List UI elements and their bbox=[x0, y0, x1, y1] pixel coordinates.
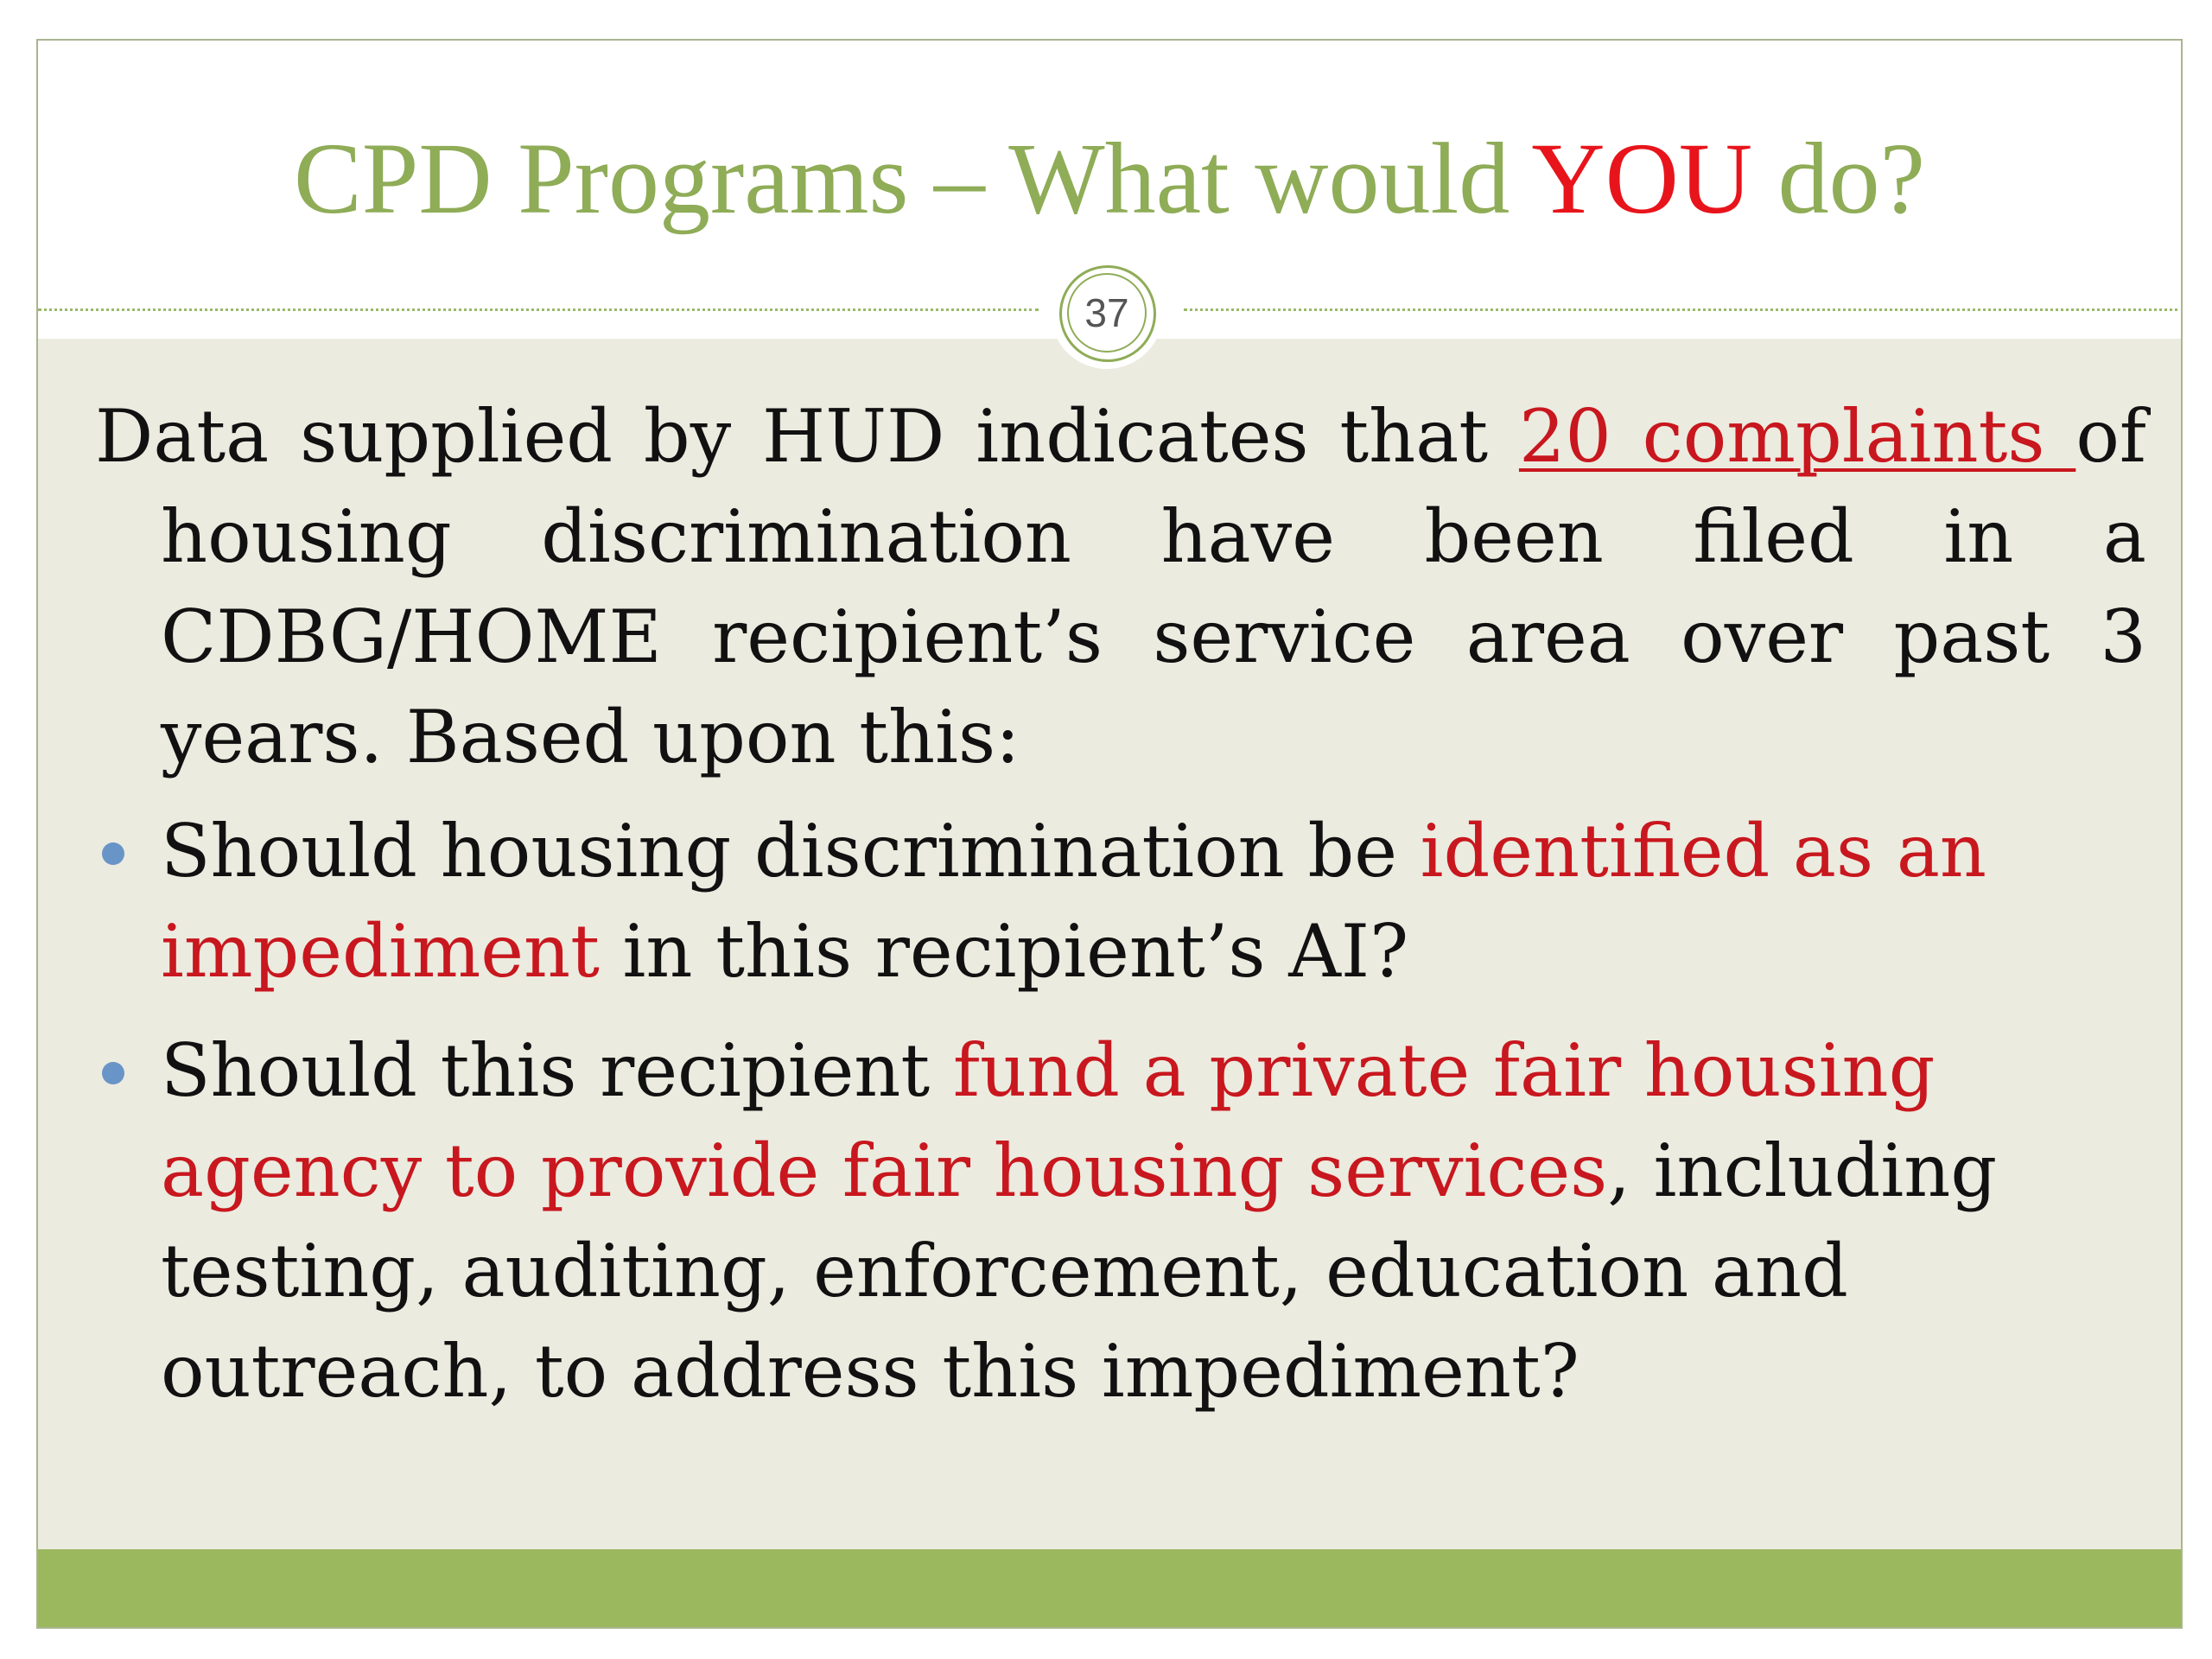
intro-text-start: Data supplied by HUD indicates that bbox=[95, 394, 1519, 479]
bullet-item-fund-agency bbox=[95, 1020, 2031, 1421]
badge-inner-ring bbox=[1067, 273, 1147, 353]
bullet-list bbox=[95, 801, 2031, 1421]
title-text-start: CPD Programs – What would bbox=[294, 122, 1532, 235]
bullet-highlight: fund a private fair housing agency to provide fair housing services bbox=[161, 1028, 1936, 1213]
bullet-highlight: identified as an impediment bbox=[161, 809, 1987, 994]
title-text-end: do? bbox=[1752, 122, 1925, 235]
title-divider-left bbox=[38, 308, 1039, 311]
slide-number-badge bbox=[1051, 257, 1163, 369]
slide-title bbox=[38, 123, 2181, 235]
bullet-item-impediment bbox=[95, 801, 2031, 1001]
bullet-dot-icon bbox=[102, 1062, 124, 1084]
footer-bar bbox=[38, 1549, 2181, 1627]
title-accent-word: YOU bbox=[1531, 122, 1753, 235]
bullet-text-end: in this recipient’s AI? bbox=[599, 909, 1409, 994]
slide bbox=[36, 39, 2183, 1629]
complaints-link[interactable]: 20 complaints bbox=[1518, 394, 2076, 479]
slide-body bbox=[95, 386, 2146, 1440]
intro-paragraph bbox=[95, 386, 2146, 787]
bullet-dot-icon bbox=[102, 842, 124, 865]
bullet-text-start: Should this recipient bbox=[161, 1028, 953, 1113]
bullet-text-end: , including testing, auditing, enforcement, education and outreach, to address this impediment? bbox=[161, 1128, 1998, 1414]
intro-text-end: of housing discrimination have been filed in a CDBG/HOME recipient’s service area over past 3 years. Based upon this: bbox=[161, 394, 2147, 779]
bullet-text-start: Should housing discrimination be bbox=[161, 809, 1421, 893]
title-divider-right bbox=[1184, 308, 2183, 311]
slide-number: 37 bbox=[1084, 290, 1129, 335]
